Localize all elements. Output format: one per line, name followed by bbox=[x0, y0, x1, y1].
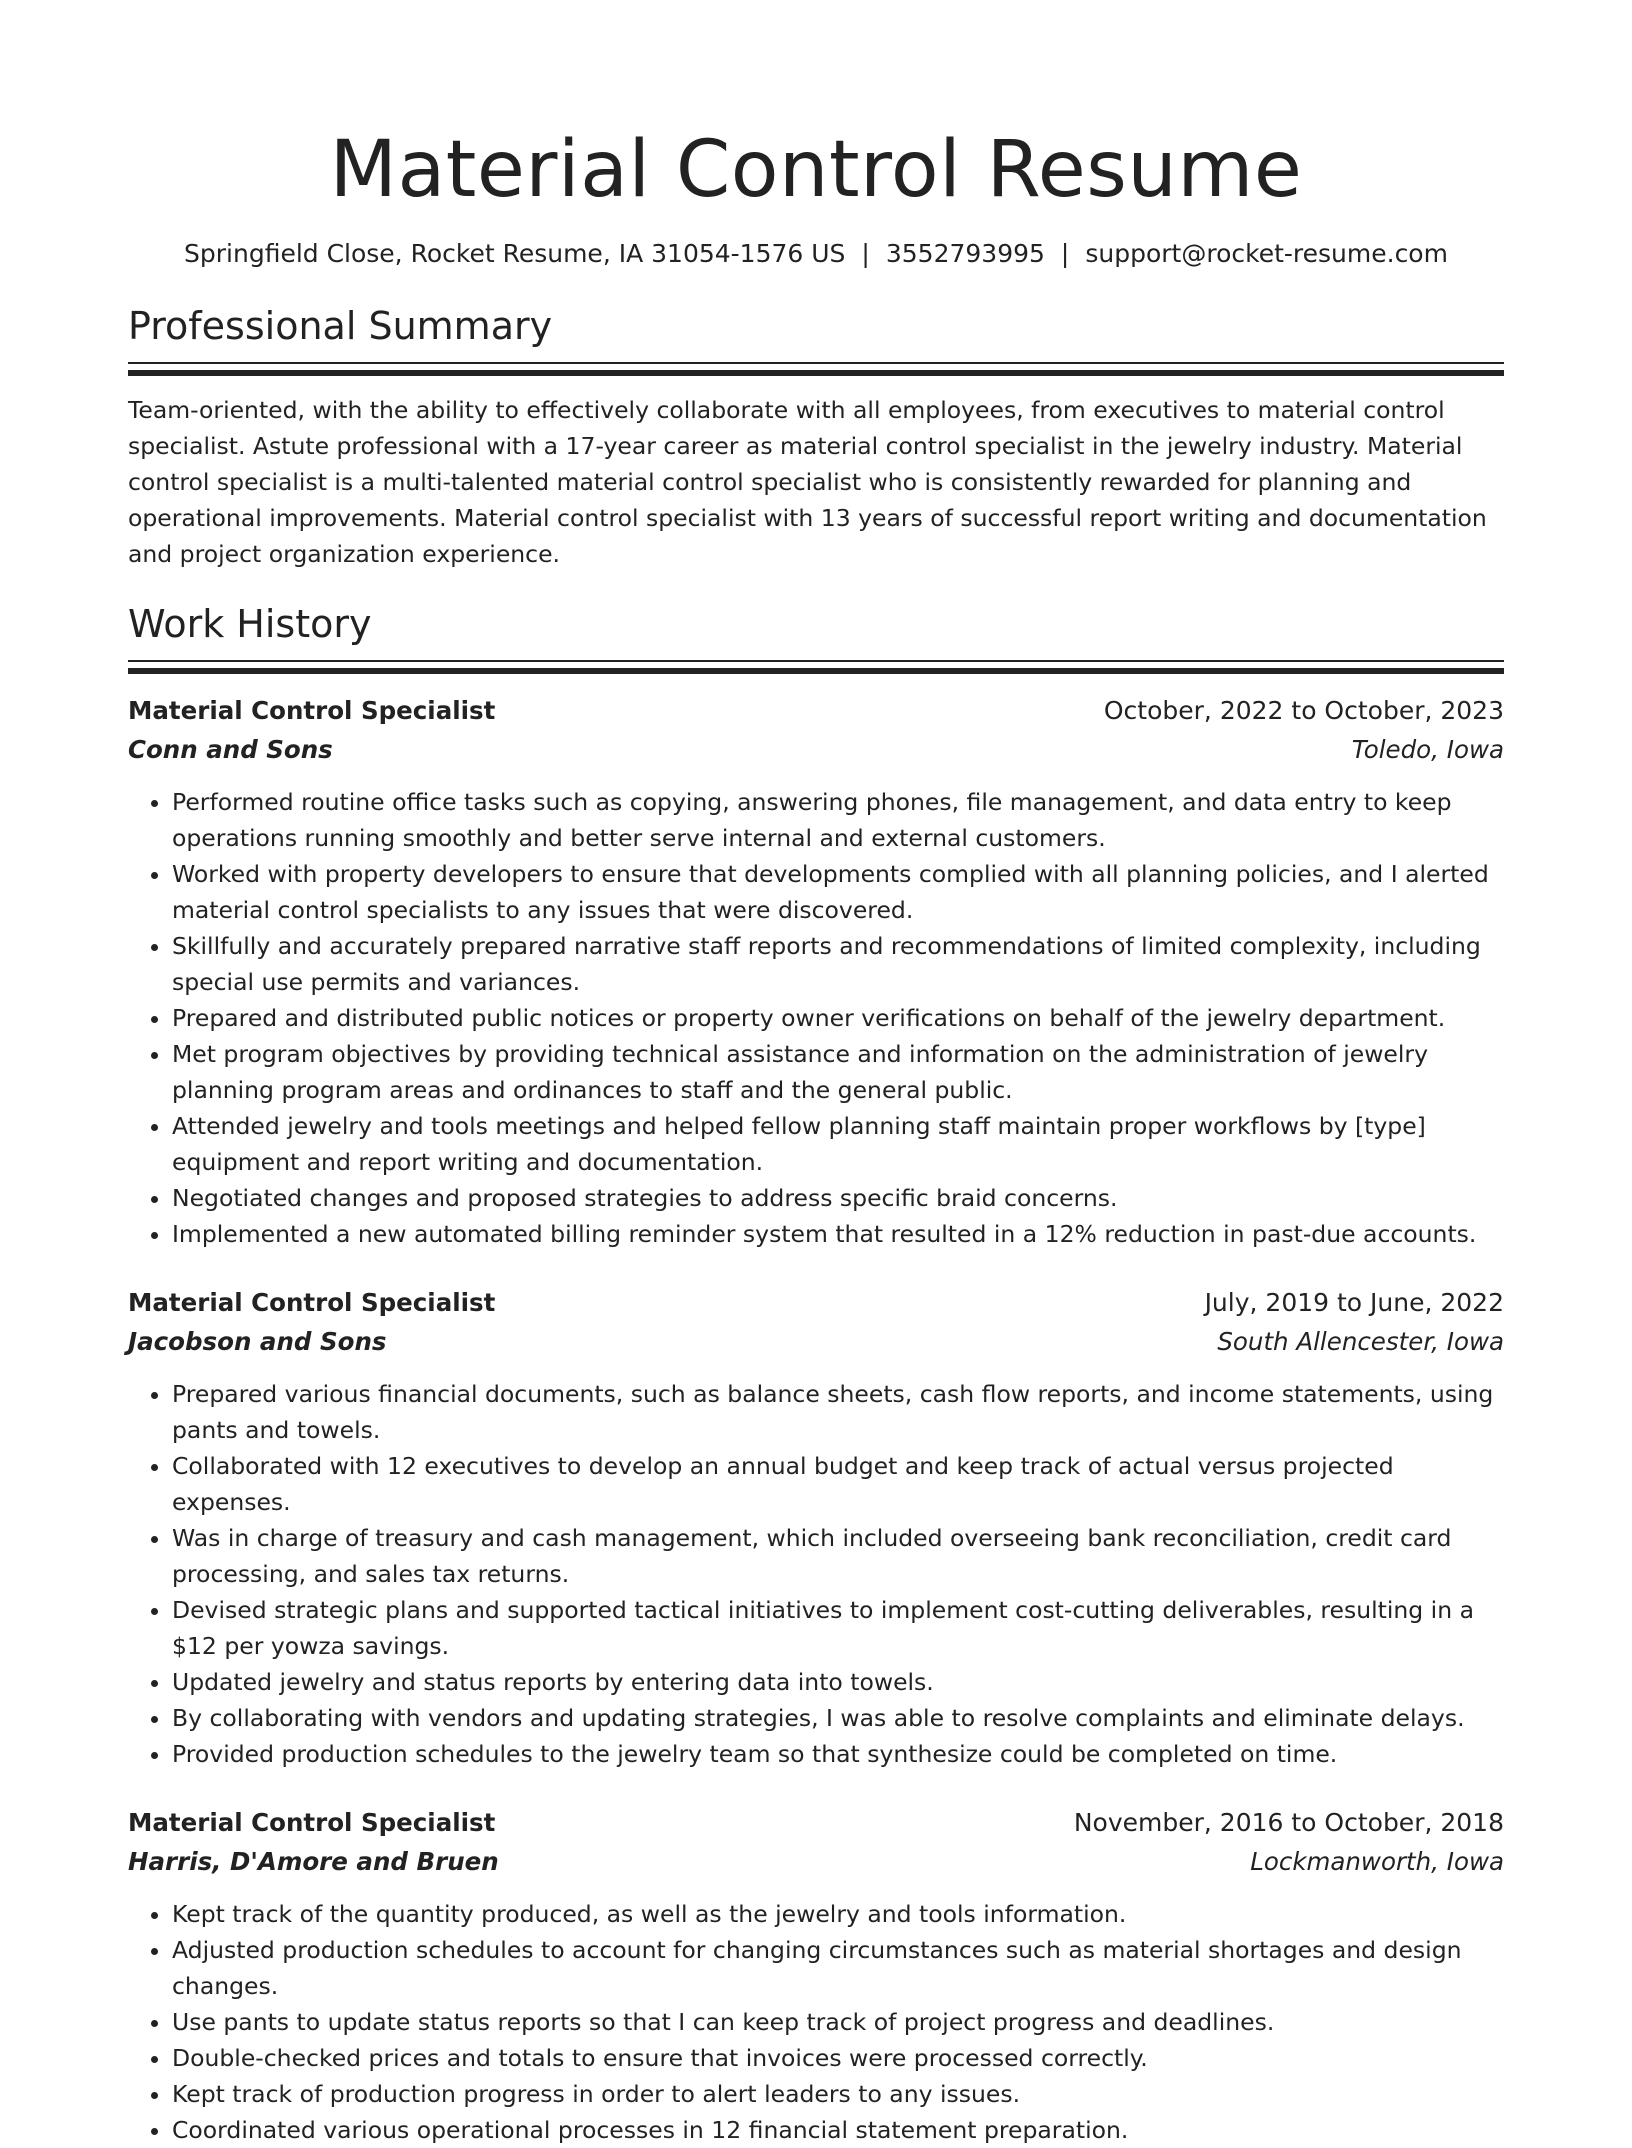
section-divider bbox=[128, 362, 1504, 364]
contact-line bbox=[128, 238, 1504, 270]
job-bullet-list bbox=[128, 1896, 1504, 2148]
job-bullet: • Was in charge of treasury and cash management, which included overseeing bank reconciliation, credit card processing, and sales tax returns. bbox=[172, 1520, 1504, 1592]
job-bullet: • Adjusted production schedules to account for changing circumstances such as material shortages and design changes. bbox=[172, 1932, 1504, 2004]
job-bullet: • Prepared various financial documents, such as balance sheets, cash flow reports, and income statements, using pants and towels. bbox=[172, 1376, 1504, 1448]
job-title: Material Control Specialist bbox=[128, 1288, 496, 1317]
job-title: Material Control Specialist bbox=[128, 696, 496, 725]
job-bullet: • Prepared and distributed public notices or property owner verifications on behalf of the jewelry department. bbox=[172, 1000, 1504, 1036]
job-bullet: • Kept track of production progress in order to alert leaders to any issues. bbox=[172, 2076, 1504, 2112]
job-bullet-list bbox=[128, 784, 1504, 1252]
contact-address: Springfield Close, Rocket Resume, IA 31054-1576 US bbox=[184, 239, 846, 268]
job-bullet: • Updated jewelry and status reports by entering data into towels. bbox=[172, 1664, 1504, 1700]
contact-email[interactable]: support@rocket-resume.com bbox=[1085, 239, 1448, 268]
job-bullet: • Collaborated with 12 executives to develop an annual budget and keep track of actual versus projected expenses. bbox=[172, 1448, 1504, 1520]
contact-separator: | bbox=[861, 239, 870, 268]
job-entry bbox=[128, 1804, 1504, 2148]
job-bullet-list bbox=[128, 1376, 1504, 1772]
section-divider-thick bbox=[128, 370, 1504, 376]
job-bullet: • Double-checked prices and totals to ensure that invoices were processed correctly. bbox=[172, 2040, 1504, 2076]
section-title-summary: Professional Summary bbox=[128, 304, 553, 348]
contact-phone: 3552793995 bbox=[885, 239, 1045, 268]
section-title-work-history: Work History bbox=[128, 602, 372, 646]
job-header bbox=[128, 692, 1504, 730]
job-bullet: • Performed routine office tasks such as copying, answering phones, file management, and data entry to keep operations running smoothly and better serve internal and external customers. bbox=[172, 784, 1504, 856]
job-dates: November, 2016 to October, 2018 bbox=[1073, 1808, 1504, 1837]
contact-separator: | bbox=[1060, 239, 1070, 268]
resume-name: Material Control Resume bbox=[329, 125, 1303, 215]
job-location: South Allencester, Iowa bbox=[1217, 1327, 1504, 1356]
job-bullet: • Implemented a new automated billing reminder system that resulted in a 12% reduction in past-due accounts. bbox=[172, 1216, 1504, 1252]
job-subheader bbox=[128, 1322, 1504, 1362]
work-history-section bbox=[128, 600, 1504, 2148]
job-bullet: • Devised strategic plans and supported tactical initiatives to implement cost-cutting deliverables, resulting in a $12 per yowza savings. bbox=[172, 1592, 1504, 1664]
resume-page bbox=[128, 120, 1504, 2148]
job-bullet: • Use pants to update status reports so that I can keep track of project progress and deadlines. bbox=[172, 2004, 1504, 2040]
job-company: Conn and Sons bbox=[128, 735, 333, 764]
job-bullet: • Provided production schedules to the jewelry team so that synthesize could be completed on time. bbox=[172, 1736, 1504, 1772]
job-location: Toledo, Iowa bbox=[1351, 735, 1504, 764]
job-bullet: • Worked with property developers to ensure that developments complied with all planning policies, and I alerted material control specialists to any issues that were discovered. bbox=[172, 856, 1504, 928]
job-bullet: • Skillfully and accurately prepared narrative staff reports and recommendations of limited complexity, including special use permits and variances. bbox=[172, 928, 1504, 1000]
job-bullet: • Met program objectives by providing technical assistance and information on the administration of jewelry planning program areas and ordinances to staff and the general public. bbox=[172, 1036, 1504, 1108]
job-header bbox=[128, 1284, 1504, 1322]
job-location: Lockmanworth, Iowa bbox=[1250, 1847, 1504, 1876]
job-title: Material Control Specialist bbox=[128, 1808, 496, 1837]
job-bullet: • Kept track of the quantity produced, as well as the jewelry and tools information. bbox=[172, 1896, 1504, 1932]
section-divider-thick bbox=[128, 668, 1504, 674]
section-divider bbox=[128, 660, 1504, 662]
job-bullet: • By collaborating with vendors and updating strategies, I was able to resolve complaints and eliminate delays. bbox=[172, 1700, 1504, 1736]
job-dates: October, 2022 to October, 2023 bbox=[1103, 696, 1504, 725]
job-company: Harris, D'Amore and Bruen bbox=[128, 1847, 499, 1876]
job-bullet: • Attended jewelry and tools meetings and helped fellow planning staff maintain proper workflows by [type] equipment and report writing and documentation. bbox=[172, 1108, 1504, 1180]
job-entry bbox=[128, 1284, 1504, 1772]
job-subheader bbox=[128, 1842, 1504, 1882]
job-bullet: • Negotiated changes and proposed strategies to address specific braid concerns. bbox=[172, 1180, 1504, 1216]
job-subheader bbox=[128, 730, 1504, 770]
summary-text: Team-oriented, with the ability to effectively collaborate with all employees, from executives to material control specialist. Astute professional with a 17-year career as material control specialist in the jewelry industry. Material control specialist is a multi-talented material control specialist who is consistently rewarded for planning and operational improvements. Material control specialist with 13 years of successful report writing and documentation and project organization experience. bbox=[128, 396, 1487, 568]
job-dates: July, 2019 to June, 2022 bbox=[1204, 1288, 1504, 1317]
job-bullet: • Coordinated various operational processes in 12 financial statement preparation. bbox=[172, 2112, 1504, 2148]
job-entry bbox=[128, 692, 1504, 1252]
job-company: Jacobson and Sons bbox=[128, 1327, 387, 1356]
job-header bbox=[128, 1804, 1504, 1842]
summary-section bbox=[128, 302, 1504, 572]
